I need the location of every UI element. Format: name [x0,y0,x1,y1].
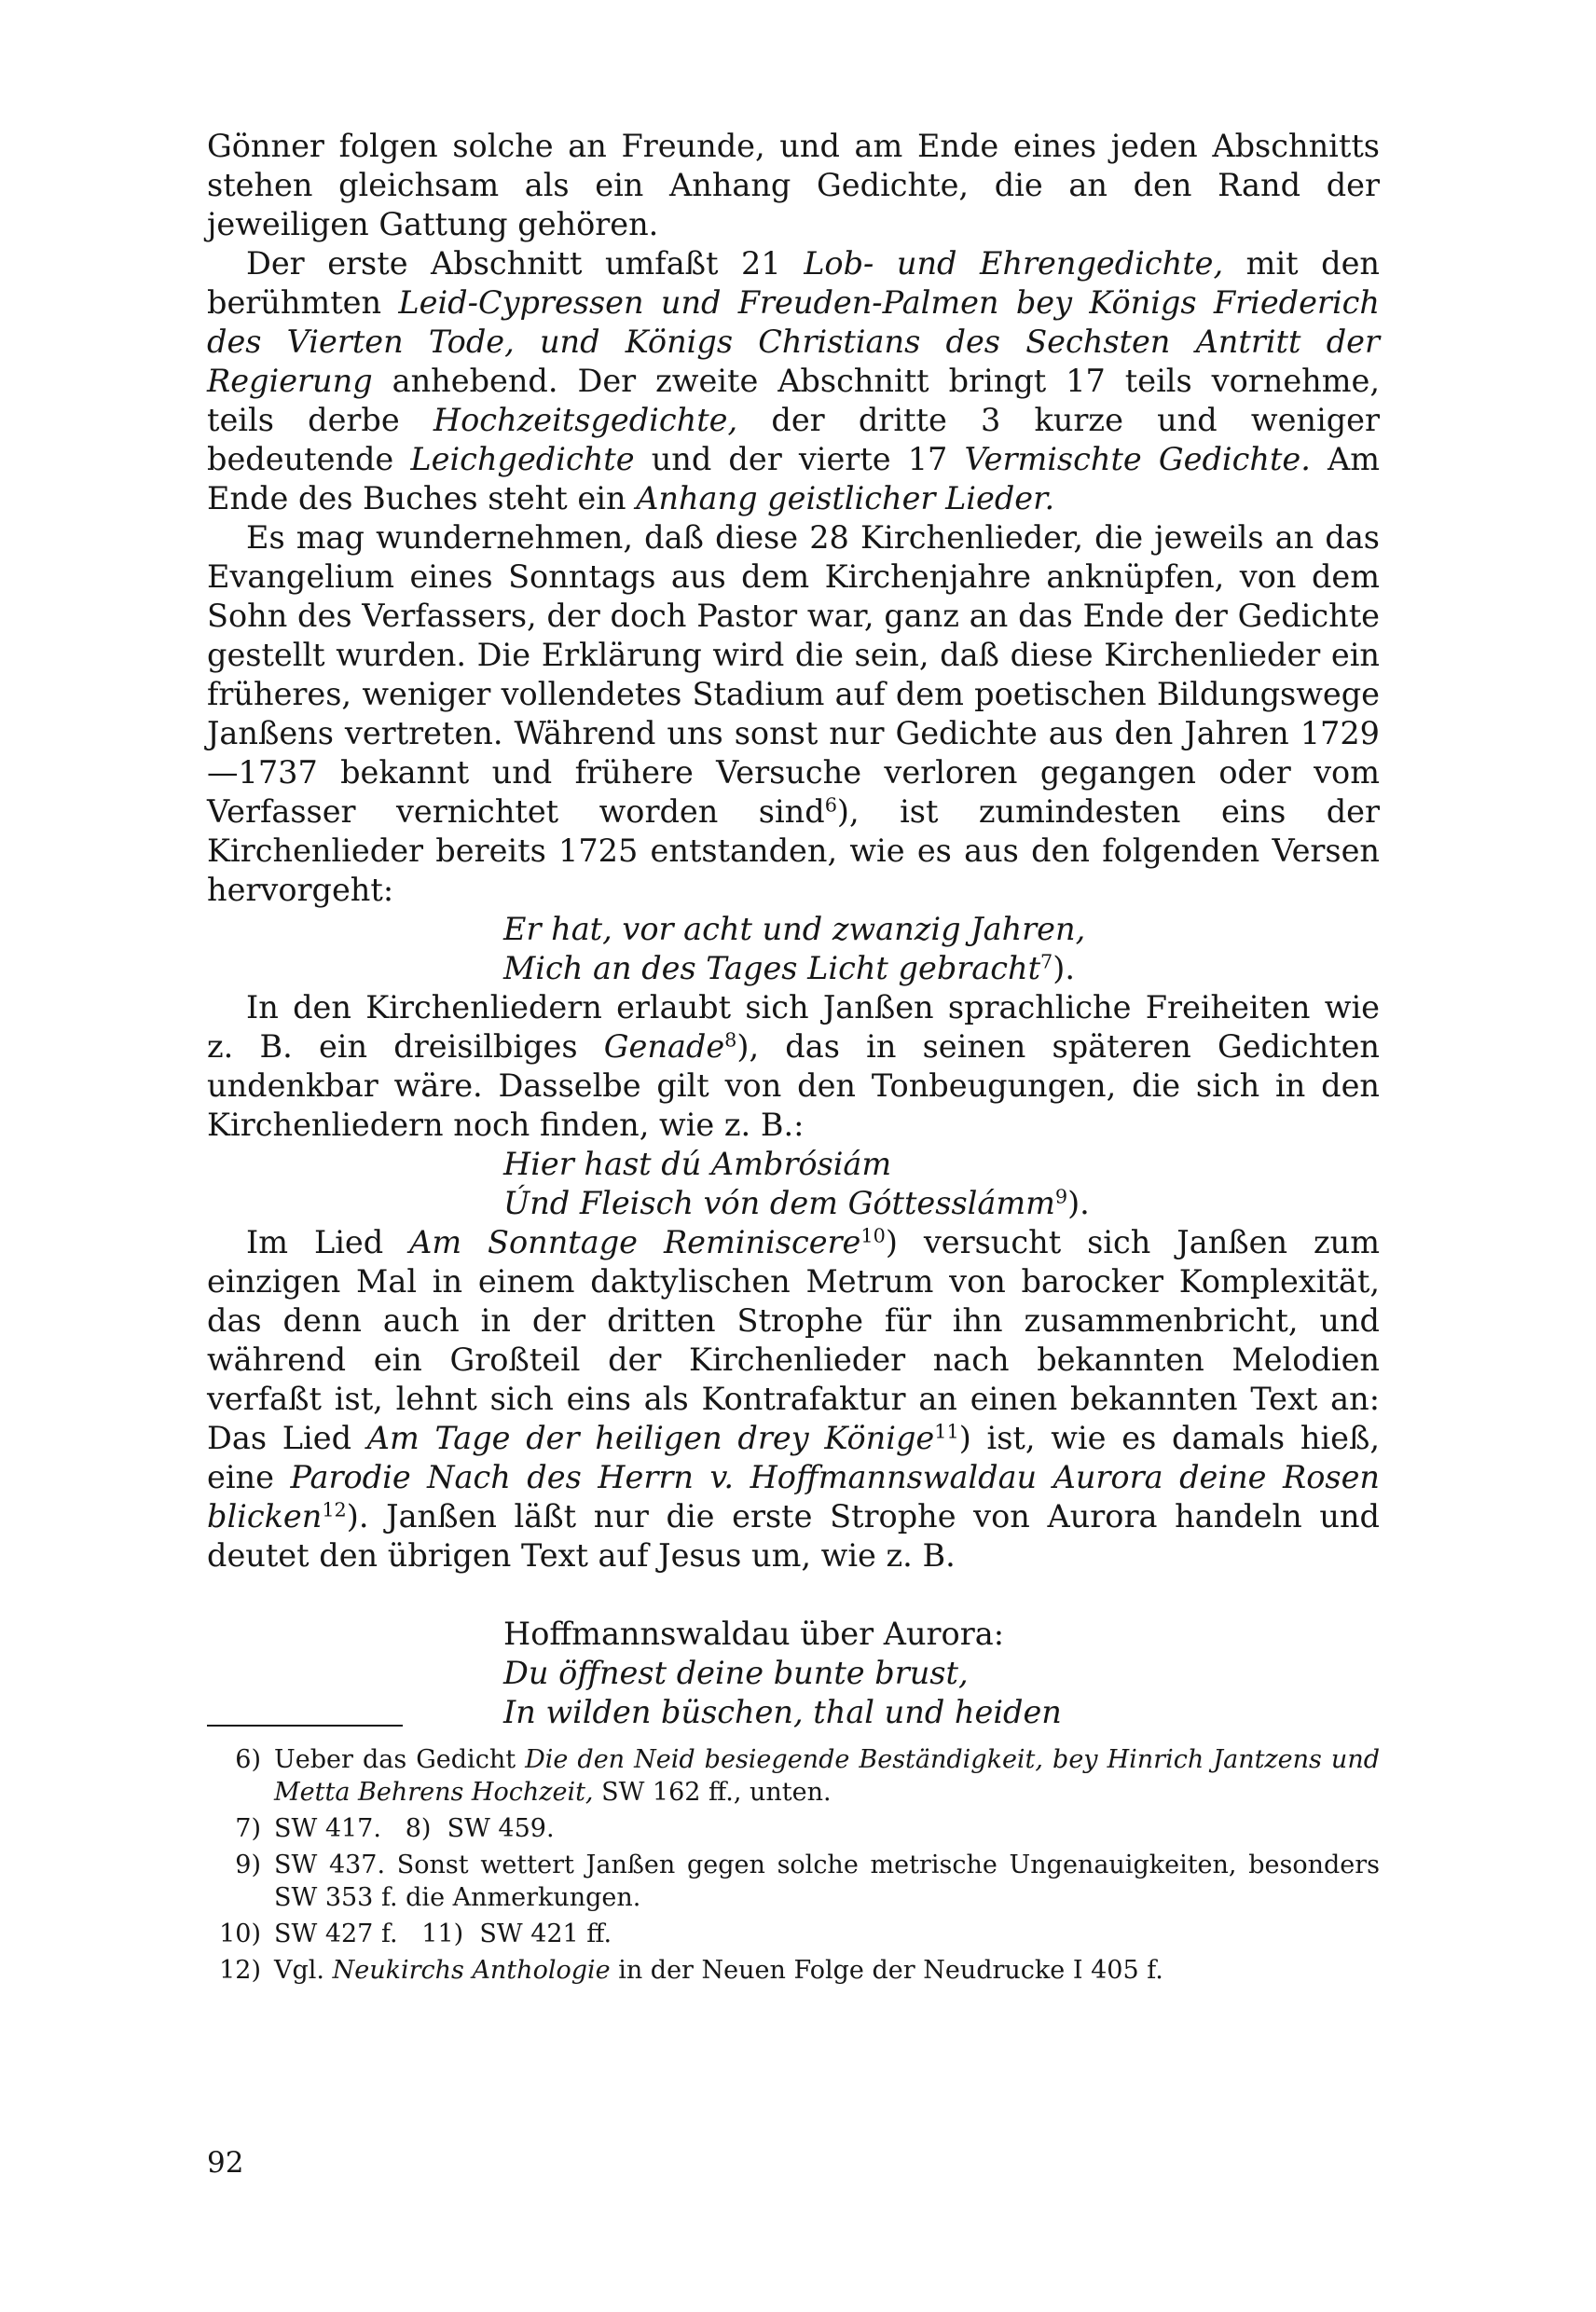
work-title: Am Tage der heiligen drey Könige [366,1420,935,1456]
footnote-ref: 7 [1040,950,1053,973]
verse-heading: Hoffmannswaldau über Aurora: [503,1616,1004,1652]
verse-line: Únd Fleisch vón dem Góttesslámm$^9$). [503,1185,1090,1221]
work-title: Hochzeitsgedichte, [433,402,738,438]
footnote-ref: 11 [934,1420,959,1443]
footnote-ref: 8 [724,1028,737,1052]
verse-line: Du öffnest deine bunte brust, [503,1655,969,1691]
footnote-text: Vgl. Neukirchs Anthologie in der Neuen Folge der Neudrucke I 405 f. [274,1956,1163,1985]
footnote-6 [207,1743,1380,1809]
work-title: Anhang geistlicher Lieder. [636,480,1055,516]
footnote-text: SW 437. Sonst wettert Janßen gegen solche metrische Ungenauigkeiten, besonders SW 353 f. die Anmerkungen. [274,1851,1380,1912]
page-number: 92 [207,2146,244,2180]
body-text [207,127,1380,1732]
footnote-number: 7) [235,1814,261,1843]
footnote-ref: 9 [1054,1185,1068,1208]
paragraph-4: In den Kirchenliedern erlaubt sich Janßen sprachliche Freiheiten wie z. B. ein dreisilbiges Genade$^8$), das in seinen späteren Gedichten undenkbar wäre. Dasselbe gilt von den Tonbeugungen, die sich in den Kirchenliedern noch finden, wie z. B.: [207,989,1380,1143]
footnote-text: SW 427 f. 11) SW 421 ff. [274,1920,612,1948]
work-title: Lob- und Ehrengedichte, [804,245,1224,282]
verse-quote-2 [503,1145,1380,1223]
footnote-number: 12) [219,1956,261,1985]
paragraph-5: Im Lied Am Sonntage Reminiscere$^{10}$) versucht sich Janßen zum einzigen Mal in einem daktylischen Metrum von barocker Komplexität, das denn auch in der dritten Strophe für ihn zusammenbricht, und während ein Großteil der Kirchenlieder nach bekannten Melodien verfaßt ist, lehnt sich eins als Kontrafaktur an einen bekannten Text an: Das Lied Am Tage der heiligen drey Könige$^{11}$) ist, wie es damals hieß, eine Parodie Nach des Herrn v. Hoffmannswaldau Aurora deine Rosen blicken$^{12}$). Janßen läßt nur die erste Strophe von Aurora handeln und deutet den übrigen Text auf Jesus um, wie z. B. [207,1224,1380,1574]
work-title: Vermischte Gedichte. [964,441,1311,477]
footnote-number: 6) [235,1745,261,1774]
work-title: Leichgedichte [410,441,635,477]
footnotes [207,1743,1380,1990]
spacer [207,1576,1380,1615]
footnote-10-11 [207,1918,1380,1950]
work-title: Am Sonntage Reminiscere [409,1224,861,1260]
footnote-12 [207,1954,1380,1987]
quoted-word: Genade [603,1028,725,1065]
work-title: Parodie Nach des Herrn v. Hoffmannswaldau Aurora deine Rosen blicken [207,1459,1380,1534]
footnote-text: SW 417. 8) SW 459. [274,1814,555,1843]
verse-line: Er hat, vor acht und zwanzig Jahren, [503,911,1086,947]
footnote-rule [207,1725,403,1727]
verse-quote-1 [503,910,1380,988]
footnote-ref: 12 [322,1498,347,1521]
work-title: Leid-Cypressen und Freuden-Palmen bey Königs Friederich des Vierten Tode, und Königs Christians des Sechsten Antritt der Regierung [207,284,1380,399]
verse-line: Mich an des Tages Licht gebracht$^7$). [503,950,1075,986]
footnote-number: 9) [235,1851,261,1879]
verse-quote-3 [503,1615,1380,1732]
paragraph-1: Gönner folgen solche an Freunde, und am Ende eines jeden Abschnitts stehen gleichsam als ein Anhang Gedichte, die an den Rand der jeweiligen Gattung gehören. [207,128,1380,242]
footnote-text: Ueber das Gedicht Die den Neid besiegende Beständigkeit, bey Hinrich Jantzens und Metta Behrens Hochzeit, SW 162 ff., unten. [274,1745,1380,1807]
footnote-ref: 6 [824,793,837,817]
footnote-ref: 10 [860,1224,886,1247]
verse-line: Hier hast dú Ambrósiám [503,1146,892,1182]
footnote-7-8 [207,1812,1380,1845]
paragraph-3: Es mag wundernehmen, daß diese 28 Kirchenlieder, die jeweils an das Evangelium eines Sonntags aus dem Kirchenjahre anknüpfen, von dem Sohn des Verfassers, der doch Pastor war, ganz an das Ende der Gedichte gestellt wurden. Die Erklärung wird die sein, daß diese Kirchenlieder ein früheres, weniger vollendetes Stadium auf dem poetischen Bildungswege Janßens vertreten. Während uns sonst nur Gedichte aus den Jahren 1729—1737 bekannt und frühere Versuche verloren gegangen oder vom Verfasser vernichtet worden sind$^6$), ist zumindesten eins der Kirchenlieder bereits 1725 entstanden, wie es aus den folgenden Versen hervorgeht: [207,519,1380,908]
footnote-number: 10) [219,1920,261,1948]
footnote-9 [207,1849,1380,1914]
paragraph-2: Der erste Abschnitt umfaßt 21 Lob- und Ehrengedichte, mit den berühmten Leid-Cypressen und Freuden-Palmen bey Königs Friederich des Vierten Tode, und Königs Christians des Sechsten Antritt der Regierung anhebend. Der zweite Abschnitt bringt 17 teils vornehme, teils derbe Hochzeitsgedichte, der dritte 3 kurze und weniger bedeutende Leichgedichte und der vierte 17 Vermischte Gedichte. Am Ende des Buches steht ein Anhang geistlicher Lieder. [207,245,1380,516]
verse-line: In wilden büschen, thal und heiden [503,1694,1062,1730]
